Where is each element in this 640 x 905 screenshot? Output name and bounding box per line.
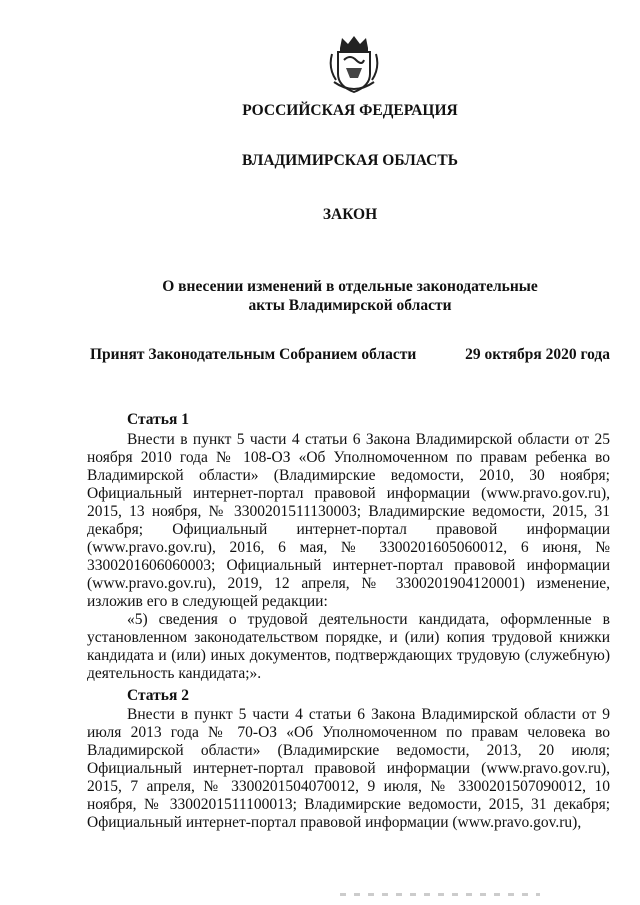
region-heading: ВЛАДИМИРСКАЯ ОБЛАСТЬ bbox=[242, 152, 458, 169]
law-title-line-2: акты Владимирской области bbox=[248, 297, 452, 314]
law-title-line-1: О внесении изменений в отдельные законодательные bbox=[162, 278, 538, 295]
law-title bbox=[0, 277, 640, 315]
coat-of-arms-icon bbox=[328, 34, 380, 94]
article-2-heading: Статья 2 bbox=[127, 687, 189, 704]
article-1-heading: Статья 1 bbox=[127, 411, 189, 428]
document-type-heading: ЗАКОН bbox=[322, 206, 378, 223]
country-heading: РОССИЙСКАЯ ФЕДЕРАЦИЯ bbox=[242, 102, 458, 119]
article-1-paragraph-1: Внести в пункт 5 части 4 статьи 6 Закона Владимирской области от 25 ноября 2010 года № 108-ОЗ «Об Уполномоченном по правам ребенка во Владимирской области» (Владимирские ведомости, 2010, 30 ноября; Официальный интернет-портал правовой информации (www.pravo.gov.ru), 2015, 13 ноября, № 3300201511130003; Владимирские ведомости, 2015, 31 декабря; Официальный интернет-портал правовой информации (www.pravo.gov.ru), 2016, 6 мая, № 3300201605060012, 6 июня, № 3300201606060003; Официальный интернет-портал правовой информации (www.pravo.gov.ru), 2019, 12 апреля, № 3300201904120001) изменение, изложив его в следующей редакции: bbox=[87, 431, 610, 610]
adoption-line bbox=[90, 346, 610, 364]
adopted-by-label: Принят Законодательным Собранием области bbox=[90, 346, 417, 363]
scan-artifact bbox=[340, 893, 540, 896]
adoption-date: 29 октября 2020 года bbox=[465, 346, 610, 363]
article-2-body bbox=[87, 706, 610, 832]
article-1-paragraph-2: «5) сведения о трудовой деятельности кандидата, оформленные в установленном законодательством порядке, и (или) копия трудовой книжки кандидата и (или) иных документов, подтверждающих трудовую (служебную) деятельность кандидата;». bbox=[87, 611, 610, 682]
article-1-body bbox=[87, 431, 610, 683]
article-2-paragraph-1: Внести в пункт 5 части 4 статьи 6 Закона Владимирской области от 9 июля 2013 года № 70-ОЗ «Об Уполномоченном по правам человека во Владимирской области» (Владимирские ведомости, 2013, 20 июля; Официальный интернет-портал правовой информации (www.pravo.gov.ru), 2015, 7 апреля, № 3300201504070012, 9 июля, № 3300201507090012, 10 ноября, № 3300201511100013; Владимирские ведомости, 2015, 31 декабря; Официальный интернет-портал правовой информации (www.pravo.gov.ru), bbox=[87, 706, 610, 831]
